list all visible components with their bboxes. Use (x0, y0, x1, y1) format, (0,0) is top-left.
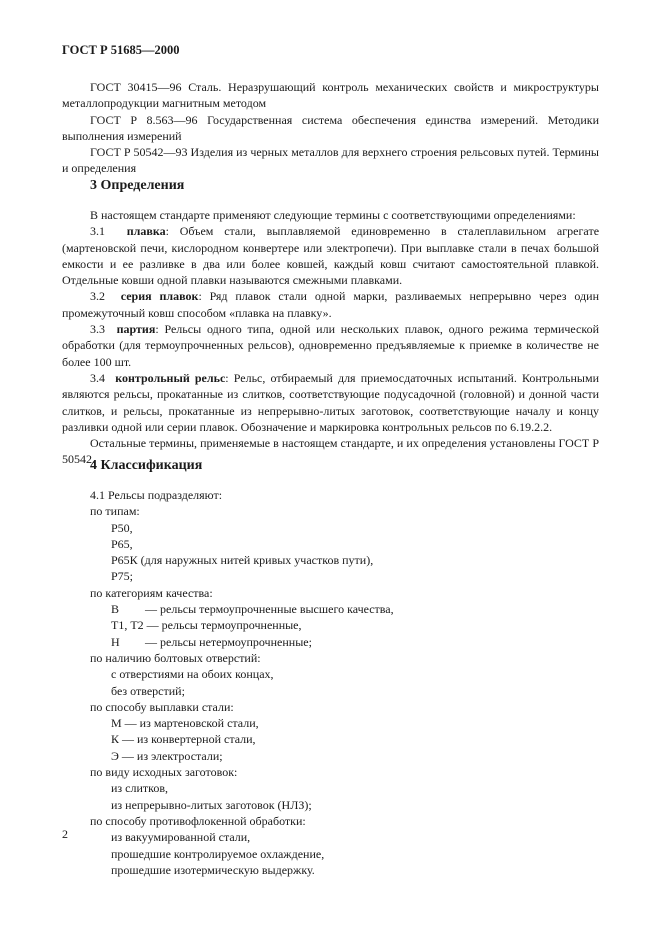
definition-term: плавка (126, 224, 166, 239)
group-label: по наличию болтовых отверстий: (90, 650, 261, 665)
definition-text: : Ряд плавок стали одной марки, разливаемых непрерывно через один промежуточный ковш способом «плавка на плавку». (62, 289, 600, 320)
references-block (62, 79, 599, 177)
definition-item (62, 288, 599, 321)
definition-term: партия (116, 322, 156, 337)
reference-item: ГОСТ Р 8.563—96 Государственная система обеспечения единства измерений. Методики выполнения измерений (62, 112, 599, 143)
list-item: М — из мартеновской стали, (111, 716, 259, 731)
classification-intro: 4.1 Рельсы подразделяют: (90, 488, 223, 502)
quality-text: — рельсы нетермоупрочненные; (145, 634, 312, 649)
list-item (62, 617, 599, 633)
definition-text: : Рельсы одного типа, одной или нескольких плавок, одного режима термической обработки (для термоупрочненных рельсов), одновременно предъявляемые к приемке в количестве не более 100 шт. (62, 322, 599, 369)
list-item: прошедшие контролируемое охлаждение, (111, 846, 325, 861)
list-item (62, 634, 599, 650)
list-item: Р50, (111, 520, 133, 535)
list-item: К — из конвертерной стали, (111, 732, 256, 747)
definition-number: 3.3 (90, 322, 105, 337)
group-label: по способу противофлокенной обработки: (90, 813, 306, 828)
list-item: из вакуумированной стали, (111, 830, 251, 845)
quality-code: В (111, 602, 120, 617)
definition-number: 3.1 (90, 224, 105, 239)
list-item: Р65К (для наружных нитей кривых участков пути), (111, 553, 374, 568)
definition-term: контрольный рельс (115, 370, 226, 385)
definitions-intro: В настоящем стандарте применяют следующие термины с соответствующими определениями: (90, 208, 576, 222)
page-number: 2 (62, 827, 68, 841)
document-header: ГОСТ Р 51685—2000 (62, 43, 180, 57)
group-label: по типам: (90, 504, 140, 519)
definitions-closing: Остальные термины, применяемые в настоящем стандарте, и их определения установлены ГОСТ Р 50542. (62, 436, 599, 467)
definition-text: : Объем стали, выплавляемой единовременно в сталеплавильном агрегате (мартеновской печи, кислородном конвертере или электропечи). При выплавке стали в печах большой емкости и ее разливке в два или более ковшей, каждый ковш считают самостоятельной плавкой. Отдельные ковши одной плавки называются смежными плавками. (62, 224, 600, 288)
group-label: по категориям качества: (90, 585, 213, 600)
list-item: Э — из электростали; (111, 748, 223, 763)
definition-term: серия плавок (120, 289, 199, 304)
definition-number: 3.4 (90, 370, 105, 385)
list-item (62, 601, 599, 617)
definition-number: 3.2 (90, 289, 105, 304)
definition-item (62, 370, 599, 435)
reference-item: ГОСТ Р 50542—93 Изделия из черных металлов для верхнего строения рельсовых путей. Термины и определения (62, 145, 599, 176)
list-item: прошедшие изотермическую выдержку. (111, 862, 315, 877)
quality-text: — рельсы термоупрочненные, (143, 618, 302, 633)
list-item: из непрерывно-литых заготовок (НЛЗ); (111, 797, 312, 812)
list-item: из слитков, (111, 781, 169, 796)
quality-text: — рельсы термоупрочненные высшего качества, (145, 602, 394, 617)
group-label: по способу выплавки стали: (90, 699, 234, 714)
classification-block (62, 487, 599, 878)
definition-item (62, 223, 599, 288)
quality-code: Н (111, 634, 120, 649)
quality-code: Т1, Т2 (111, 618, 144, 633)
section-3-title: 3 Определения (90, 178, 185, 193)
definitions-block (62, 207, 599, 468)
list-item: с отверстиями на обоих концах, (111, 667, 274, 682)
list-item: Р75; (111, 569, 134, 584)
list-item: Р65, (111, 536, 133, 551)
section-4-title: 4 Классификация (90, 458, 203, 473)
definition-text: : Рельс, отбираемый для приемосдаточных испытаний. Контрольными являются рельсы, прокатанные из слитков, соответствующие подусадочной (головной) и донной части слитков, и рельсы, прокатанные из непрерывно-литых заготовок, соответствующие началу и концу разливки одной или серии плавок. Обозначение и маркировка контрольных рельсов по 6.19.2.2. (62, 370, 599, 434)
reference-item: ГОСТ 30415—96 Сталь. Неразрушающий контроль механических свойств и микроструктуры металлопродукции магнитным методом (62, 80, 599, 111)
group-label: по виду исходных заготовок: (90, 765, 238, 780)
definition-item (62, 321, 599, 370)
list-item: без отверстий; (111, 683, 185, 698)
